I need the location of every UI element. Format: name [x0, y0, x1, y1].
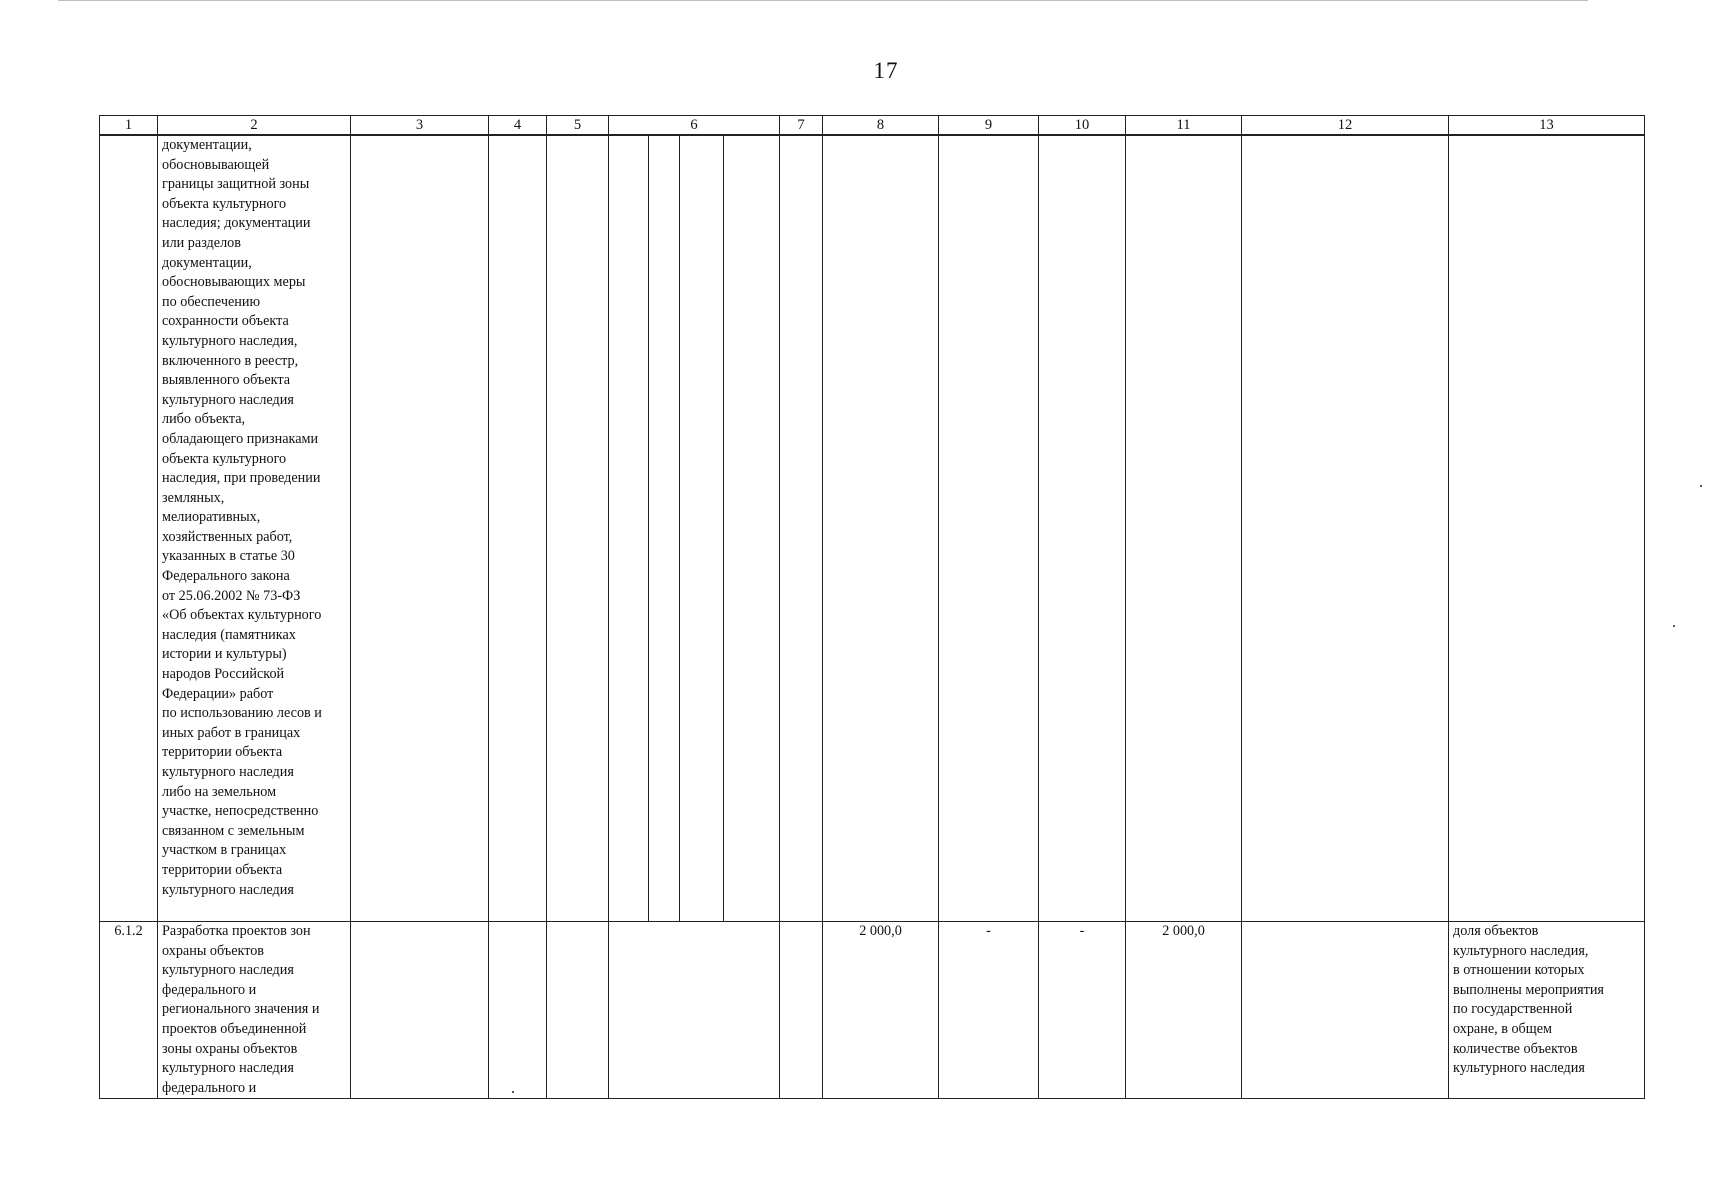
header-col-6: 6 — [609, 116, 780, 136]
program-table — [99, 115, 1645, 1099]
scan-speck — [1700, 485, 1702, 487]
cell-col-6a — [609, 135, 649, 922]
cell-col-7 — [780, 922, 823, 1099]
header-col-11: 11 — [1126, 116, 1242, 136]
cell-col-3 — [351, 135, 489, 922]
cell-col-11 — [1126, 135, 1242, 922]
cell-col-8: 2 000,0 — [823, 922, 939, 1099]
cell-col-6c — [680, 135, 724, 922]
header-col-4: 4 — [489, 116, 547, 136]
cell-col-10: - — [1039, 922, 1126, 1099]
cell-col-5 — [547, 922, 609, 1099]
header-col-8: 8 — [823, 116, 939, 136]
cell-number: 6.1.2 — [100, 922, 158, 1099]
scan-speck — [1673, 625, 1675, 627]
header-col-3: 3 — [351, 116, 489, 136]
cell-col-12 — [1242, 922, 1449, 1099]
cell-col-9: - — [939, 922, 1039, 1099]
cell-col-11: 2 000,0 — [1126, 922, 1242, 1099]
header-col-13: 13 — [1449, 116, 1645, 136]
cell-col-7 — [780, 135, 823, 922]
cell-col-9 — [939, 135, 1039, 922]
cell-col-5 — [547, 135, 609, 922]
header-col-10: 10 — [1039, 116, 1126, 136]
cell-col-13 — [1449, 135, 1645, 922]
header-col-7: 7 — [780, 116, 823, 136]
table-row — [100, 135, 1645, 922]
header-row — [100, 116, 1645, 136]
cell-col-4 — [489, 922, 547, 1099]
description-text: документации, обосновывающей границы защитной зоны объекта культурного наследия; документации или разделов документации, обосновывающих меры по обеспечению сохранности объекта культурного наследия, включенного в реестр, выявленного объекта культурного наследия либо объекта, обладающего признаками объекта культурного наследия, при проведении земляных, мелиоративных, хозяйственных работ, указанных в статье 30 Федерального закона от 25.06.2002 № 73-ФЗ «Об объектах культурного наследия (памятниках истории и культуры) народов Российской Федерации» работ по использованию лесов и иных работ в границах территории объекта культурного наследия либо на земельном участке, непосредственно связанном с земельным участком в границах территории объекта культурного наследия — [162, 137, 322, 898]
header-col-1: 1 — [100, 116, 158, 136]
header-col-12: 12 — [1242, 116, 1449, 136]
cell-number — [100, 135, 158, 922]
header-col-9: 9 — [939, 116, 1039, 136]
cell-col-6b — [649, 135, 680, 922]
cell-col-12 — [1242, 135, 1449, 922]
cell-description — [158, 135, 351, 922]
cell-col-6 — [609, 922, 780, 1099]
page-number: 17 — [873, 58, 899, 83]
cell-col-8 — [823, 135, 939, 922]
indicator-text: доля объектов культурного наследия, в отношении которых выполнены мероприятия по государственной охране, в общем количестве объектов культурного наследия — [1453, 923, 1604, 1077]
header-col-5: 5 — [547, 116, 609, 136]
table-row — [100, 922, 1645, 1099]
header-col-2: 2 — [158, 116, 351, 136]
description-text: Разработка проектов зон охраны объектов культурного наследия федерального и регионального значения и проектов объединенной зоны охраны объектов культурного наследия федерального и — [162, 923, 320, 1096]
cell-col-4 — [489, 135, 547, 922]
cell-col-6d — [724, 135, 780, 922]
scan-speck — [512, 1091, 514, 1093]
cell-col-3 — [351, 922, 489, 1099]
cell-col-10 — [1039, 135, 1126, 922]
top-rule — [58, 0, 1588, 1]
cell-description — [158, 922, 351, 1099]
cell-col-13 — [1449, 922, 1645, 1099]
